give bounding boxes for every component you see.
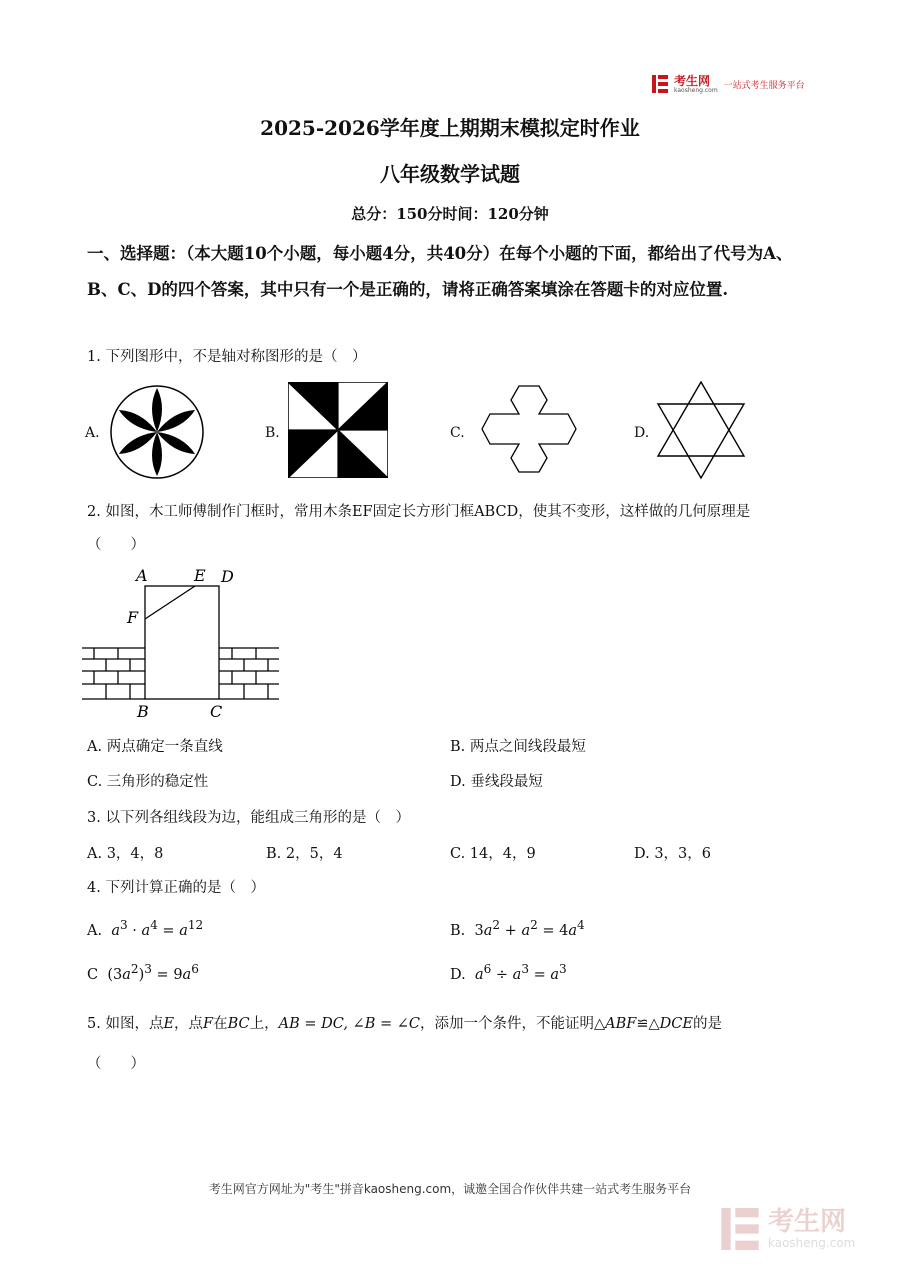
q5-congruent-symbol: ≌ (636, 1016, 649, 1032)
q5-segment-bc: BC (227, 1016, 250, 1032)
q5-text-6: 的是 (692, 1016, 722, 1032)
q1-figure-d-star (654, 380, 748, 480)
q4-a-exp1: 3 (119, 918, 128, 932)
q3-stem: 3. 以下列各组线段为边，能组成三角形的是（ ） (87, 810, 410, 826)
q5-stem (87, 1012, 827, 1033)
footer-text: 考生网官方网址为"考生"拼音kaosheng.com，诚邀全国合作伙伴共建一站式考生服务平台 (208, 1182, 692, 1196)
q4-c-exp3: 6 (191, 962, 199, 976)
brand-logo-icon (652, 75, 668, 93)
q3-option-c: C. 14，4，9 (450, 846, 536, 862)
brand-url: kaosheng.com (674, 86, 718, 94)
exam-subject: 八年级数学试题 (380, 162, 520, 186)
q5-text-5: ，添加一个条件，不能证明 (419, 1016, 594, 1032)
q1-label-a: A. (85, 425, 100, 441)
q5-text-2: ，点 (174, 1016, 204, 1032)
q5-text-3: 在 (213, 1016, 228, 1032)
q5-point-f: F (203, 1016, 214, 1032)
q1-label-c: C. (450, 425, 465, 441)
point-label-a: A (136, 566, 148, 585)
q5-text-4: 上， (249, 1016, 279, 1032)
q4-a-exp3: 12 (187, 918, 204, 932)
point-label-c: C (210, 702, 223, 721)
q4-b-exp1: 2 (492, 918, 501, 932)
q2-stem: 2. 如图，木工师傅制作门框时，常用木条EF固定长方形门框ABCD，使其不变形，这样做的几何原理是 (87, 504, 751, 520)
q4-option-b: B. $3a^2 + a^2 = 4a^4$ (450, 918, 585, 939)
q5-triangle-abf: △ABF (593, 1016, 637, 1032)
q4-b-coef2: 4 (559, 922, 569, 939)
q4-d-exp2: 3 (521, 962, 529, 976)
q4-c-coef1: 3 (113, 966, 123, 983)
q2-option-c: C. 三角形的稳定性 (87, 774, 209, 790)
q5-text-1: 5. 如图，点 (87, 1016, 164, 1032)
point-label-b: B (137, 702, 149, 721)
q4-option-a-label: A. (87, 922, 103, 939)
q4-option-c: C $(3a^2)^3 = 9a^6$ (87, 962, 199, 983)
exam-title: 2025-2026学年度上期期末模拟定时作业 (260, 116, 640, 140)
q2-option-d: D. 垂线段最短 (450, 774, 543, 790)
q4-b-exp2: 2 (530, 918, 538, 932)
watermark-name: 考生网 (768, 1207, 847, 1237)
q4-stem: 4. 下列计算正确的是（ ） (87, 880, 265, 896)
q2-stem-paren: （ ） (87, 537, 145, 553)
q1-figure-b-pinwheel (288, 382, 388, 478)
point-label-e: E (194, 566, 206, 585)
q4-option-b-label: B. (450, 922, 466, 939)
q5-point-e: E (163, 1016, 175, 1032)
header-logo (652, 74, 805, 94)
q4-a-exp2: 4 (150, 918, 158, 932)
brand-text (674, 75, 718, 94)
q3-option-a: A. 3，4，8 (87, 846, 164, 862)
q4-option-d: D. $a^6 \div a^3 = a^3$ (450, 962, 567, 983)
q3-option-b: B. 2，5，4 (266, 846, 343, 862)
watermark-url: kaosheng.com (768, 1236, 856, 1250)
q3-option-d: D. 3，3，6 (634, 846, 712, 862)
watermark-text (768, 1208, 855, 1250)
q4-c-coef2: 9 (173, 966, 183, 983)
q1-stem: 1. 下列图形中，不是轴对称图形的是（ ） (87, 349, 367, 365)
brand-name: 考生网 (674, 73, 711, 88)
q1-figure-c-hexagram (470, 384, 588, 476)
q1-figure-a-flower (104, 384, 210, 480)
q4-b-exp3: 4 (577, 918, 585, 932)
watermark-logo-icon (720, 1208, 760, 1250)
q4-d-exp3: 3 (559, 962, 567, 976)
q4-option-d-label: D. (450, 966, 466, 983)
point-label-d: D (221, 567, 234, 586)
q4-c-exp2: 3 (144, 962, 152, 976)
q4-c-exp1: 2 (130, 962, 139, 976)
q1-label-b: B. (265, 425, 280, 441)
brand-slogan: 一站式考生服务平台 (723, 80, 805, 91)
section-heading: 一、选择题：（本大题10个小题，每小题4分，共40分）在每个小题的下面，都给出了代号为A、B、C、D的四个答案，其中只有一个是正确的，请将正确答案填涂在答题卡的对应位置. (87, 244, 793, 299)
q2-door-figure (82, 562, 282, 722)
point-label-f: F (127, 608, 139, 627)
q4-option-c-label: C (87, 966, 99, 983)
q2-option-b: B. 两点之间线段最短 (450, 739, 586, 755)
q2-option-a: A. 两点确定一条直线 (87, 739, 223, 755)
q4-option-a: A. $a^3 \cdot a^4 = a^{12}$ (87, 918, 204, 939)
q5-conditions: AB = DC, ∠B = ∠C (278, 1016, 420, 1032)
exam-meta: 总分：150分时间：120分钟 (351, 205, 549, 223)
q5-stem-paren: （ ） (87, 1056, 145, 1072)
watermark (720, 1208, 855, 1250)
q4-b-coef1: 3 (474, 922, 484, 939)
q4-d-exp1: 6 (483, 962, 492, 976)
q5-triangle-dce: △DCE (648, 1016, 693, 1032)
q1-label-d: D. (634, 425, 650, 441)
